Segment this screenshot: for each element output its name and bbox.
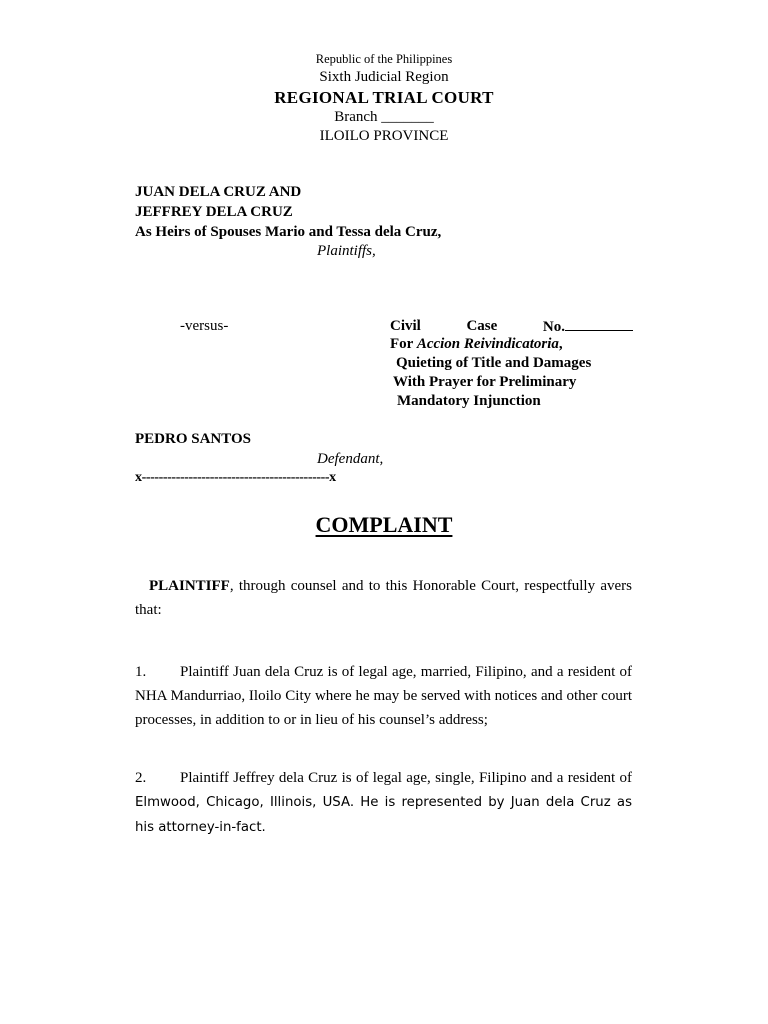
case-number: [543, 318, 633, 336]
case-action-name: Accion Reivindicatoria: [416, 336, 559, 352]
document-title: [0, 512, 768, 538]
versus-label: -versus-: [180, 318, 229, 334]
defendant-label: Defendant,: [317, 451, 384, 467]
defendant-name: PEDRO SANTOS: [135, 431, 252, 447]
intro-paragraph: [135, 574, 632, 622]
document-title-text: COMPLAINT: [315, 512, 453, 537]
allegation-1-text: Plaintiff Juan dela Cruz is of legal age, married, Filipino, and a resident of NHA Mandurriao, Iloilo City where he may be served with notices and other court processes, in addition to or in lieu of his counsel’s address;: [135, 664, 632, 728]
allegation-2-text-b: Elmwood, Chicago, Illinois, USA. He is represented by Juan dela Cruz as his attorney-in-fact.: [135, 795, 632, 835]
allegation-1: [135, 660, 632, 732]
intro-text: , through counsel and to this Honorable Court, respectfully avers that:: [135, 578, 632, 618]
plaintiffs-label: Plaintiffs,: [317, 243, 376, 259]
caption-country: Republic of the Philippines: [315, 52, 453, 66]
allegation-2: [135, 766, 632, 840]
case-word-no: No.: [542, 319, 565, 335]
case-nature-line-1: Quieting of Title and Damages: [396, 355, 592, 371]
caption-branch: Branch _______: [334, 109, 434, 125]
case-number-blank: [565, 318, 633, 331]
case-number-line: [390, 318, 633, 336]
allegation-2-number: 2.: [135, 770, 147, 786]
caption-region: Sixth Judicial Region: [319, 69, 449, 85]
plaintiff-line-3: As Heirs of Spouses Mario and Tessa dela Cruz,: [135, 224, 442, 240]
intro-lead: PLAINTIFF: [149, 578, 230, 594]
case-word-case: Case: [466, 318, 498, 334]
case-nature-line-2: With Prayer for Preliminary: [393, 374, 577, 390]
allegation-2-text-a: Plaintiff Jeffrey dela Cruz is of legal age, single, Filipino and a resident of: [180, 770, 632, 786]
plaintiff-line-2: JEFFREY DELA CRUZ: [135, 204, 293, 220]
plaintiff-line-1: JUAN DELA CRUZ AND: [135, 184, 302, 200]
case-word-civil: Civil: [390, 318, 421, 334]
caption-province: ILOILO PROVINCE: [319, 128, 449, 144]
case-nature-line-3: Mandatory Injunction: [397, 393, 541, 409]
case-for-prefix: For: [390, 336, 417, 352]
case-action-line: [390, 336, 563, 353]
case-action-suffix: ,: [558, 336, 563, 352]
allegation-1-number: 1.: [135, 664, 147, 680]
caption-separator: x--------------------------------------------x: [135, 470, 336, 485]
caption-court: REGIONAL TRIAL COURT: [274, 88, 494, 107]
